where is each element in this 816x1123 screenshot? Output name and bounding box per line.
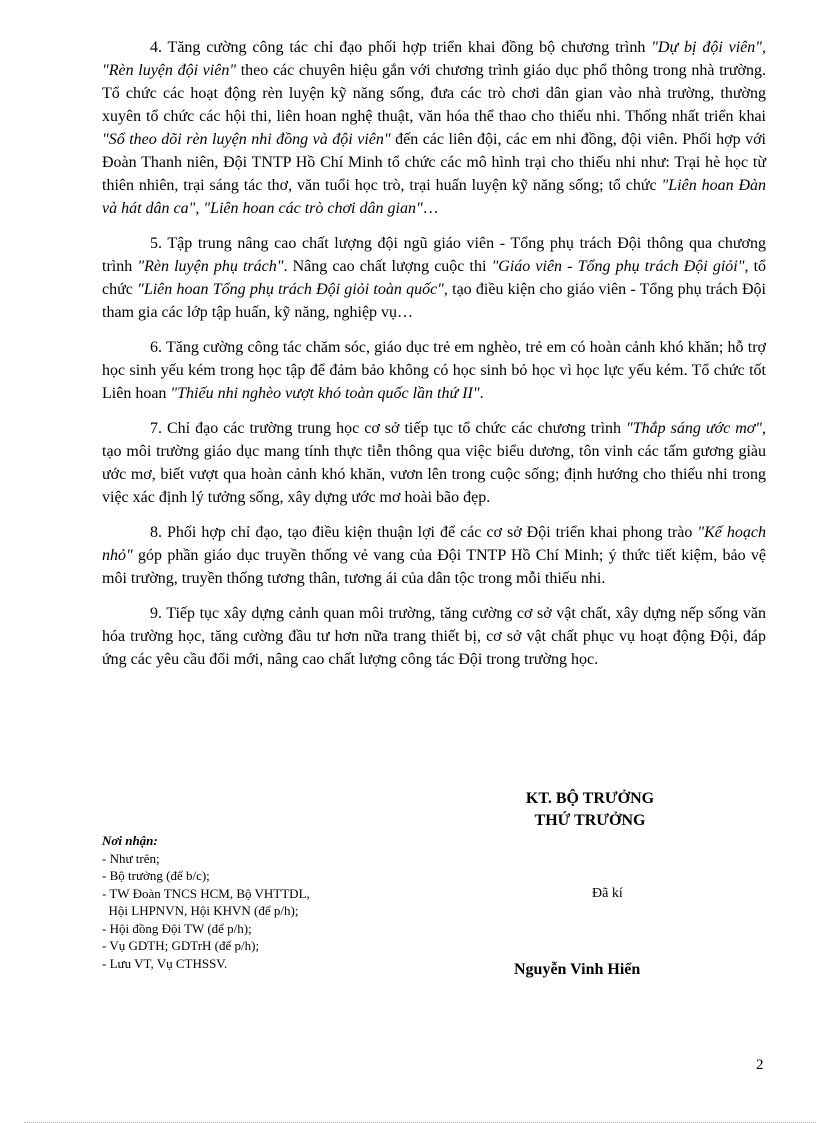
paragraph-item-5	[102, 232, 766, 324]
recipient-line: - TW Đoàn TNCS HCM, Bộ VHTTDL,	[102, 885, 310, 901]
text-run: 7. Chỉ đạo các trường trung học cơ sở tiếp tục tổ chức các chương trình	[150, 420, 627, 437]
italic-quote: "Thiếu nhi nghèo vượt khó toàn quốc lần thứ II"	[170, 385, 480, 402]
italic-quote: "Rèn luyện đội viên"	[102, 62, 237, 79]
italic-quote: "Dự bị đội viên"	[651, 39, 762, 56]
recipients-heading: Nơi nhận:	[102, 833, 158, 848]
recipient-line: - Như trên;	[102, 850, 160, 866]
signed-note: Đã kí	[592, 886, 623, 901]
text-run: , tổ chức	[102, 258, 767, 298]
recipients-block	[102, 832, 422, 972]
recipient-line: - Bộ trưởng (để b/c);	[102, 868, 210, 883]
text-run: góp phần giáo dục truyền thống vẻ vang của Đội TNTP Hồ Chí Minh; ý thức tiết kiệm, bảo vệ môi trường, truyền thống tương thân, tương ái của dân tộc trong mỗi thiếu nhi.	[102, 547, 766, 587]
recipient-line: - Hội đồng Đội TW (để p/h);	[102, 920, 252, 936]
italic-quote: "Sổ theo dõi rèn luyện nhi đồng và đội viên"	[102, 131, 391, 148]
text-run: 9. Tiếp tục xây dựng cảnh quan môi trường, tăng cường cơ sở vật chất, xây dựng nếp sống văn hóa trường học, tăng cường đầu tư hơn nữa trang thiết bị, cơ sở vật chất phục vụ hoạt động Đội, đáp ứng các yêu cầu đổi mới, nâng cao chất lượng công tác Đội trong trường học.	[102, 605, 766, 668]
recipient-line: - Lưu VT, Vụ CTHSSV.	[102, 955, 228, 971]
signature-title-line2: THỨ TRƯỞNG	[534, 812, 646, 829]
italic-quote: "Giáo viên - Tổng phụ trách Đội giỏi"	[491, 258, 745, 275]
text-run: , tạo môi trường giáo dục mang tính thực tiễn thông qua việc biểu dương, tôn vinh các tấm gương giàu ước mơ, biết vượt qua hoàn cảnh khó khăn, vươn lên trong cuộc sống; định hướng cho thiếu nhi trong việc xác định lý tưởng sống, xây dựng ước mơ hoài bão đẹp.	[102, 420, 767, 506]
paragraph-item-4	[102, 36, 766, 220]
text-run: ,	[762, 39, 766, 56]
italic-quote: "Liên hoan Đàn và hát dân ca", "Liên hoan các trò chơi dân gian"	[102, 177, 767, 217]
text-run: .	[479, 385, 484, 402]
document-body	[102, 36, 766, 683]
italic-quote: "Thắp sáng ước mơ"	[626, 420, 763, 437]
italic-quote: "Rèn luyện phụ trách"	[137, 258, 284, 275]
italic-quote: "Liên hoan Tổng phụ trách Đội giỏi toàn quốc"	[137, 281, 444, 298]
recipient-line: - Vụ GDTH; GDTrH (để p/h);	[102, 938, 260, 953]
text-run: theo các chuyên hiệu gắn với chương trình giáo dục phổ thông trong nhà trường. Tổ chức các hoạt động rèn luyện kỹ năng sống, đưa các trò chơi dân gian vào nhà trường, thường xuyên tổ chức các hội thi, liên hoan nghệ thuật, văn hóa thể thao cho thiếu nhi. Thống nhất triển khai	[102, 62, 766, 125]
paragraph-item-7	[102, 417, 766, 509]
signature-title	[500, 788, 680, 832]
page-number: 2	[756, 1057, 764, 1073]
text-run: . Nâng cao chất lượng cuộc thi	[283, 258, 492, 275]
text-run: 5. Tập trung nâng cao chất lượng đội ngũ giáo viên - Tổng phụ trách Đội thông qua chương trình	[102, 235, 766, 275]
text-run: …	[422, 200, 439, 217]
text-run: 4. Tăng cường công tác chỉ đạo phối hợp triển khai đồng bộ chương trình	[150, 39, 652, 56]
paragraph-item-9	[102, 602, 766, 671]
recipient-line: Hội LHPNVN, Hội KHVN (để p/h);	[102, 903, 299, 918]
signature-title-line1: KT. BỘ TRƯỞNG	[525, 790, 655, 807]
text-run: 6. Tăng cường công tác chăm sóc, giáo dục trẻ em nghèo, trẻ em có hoàn cảnh khó khăn; hỗ trợ học sinh yếu kém trong học tập để đảm bảo không có học sinh bỏ học vì học lực yếu kém. Tổ chức tốt Liên hoan	[102, 339, 766, 402]
signer-name: Nguyễn Vinh Hiển	[514, 961, 641, 978]
text-run: , tạo điều kiện cho giáo viên - Tổng phụ trách Đội tham gia các lớp tập huấn, kỹ năng, nghiệp vụ…	[102, 281, 767, 321]
text-run: 8. Phối hợp chỉ đạo, tạo điều kiện thuận lợi để các cơ sở Đội triển khai phong trào	[150, 524, 698, 541]
text-run: đến các liên đội, các em nhi đồng, đội viên. Phối hợp với Đoàn Thanh niên, Đội TNTP Hồ Chí Minh tổ chức các mô hình trại cho thiếu nhi như: Trại hè học từ thiên nhiên, trại sáng tác thơ, văn tuổi học trò, trại huấn luyện kỹ năng sống; tổ chức	[102, 131, 767, 194]
paragraph-item-8	[102, 521, 766, 590]
italic-quote: "Kế hoạch nhỏ"	[102, 524, 767, 564]
paragraph-item-6	[102, 336, 766, 405]
